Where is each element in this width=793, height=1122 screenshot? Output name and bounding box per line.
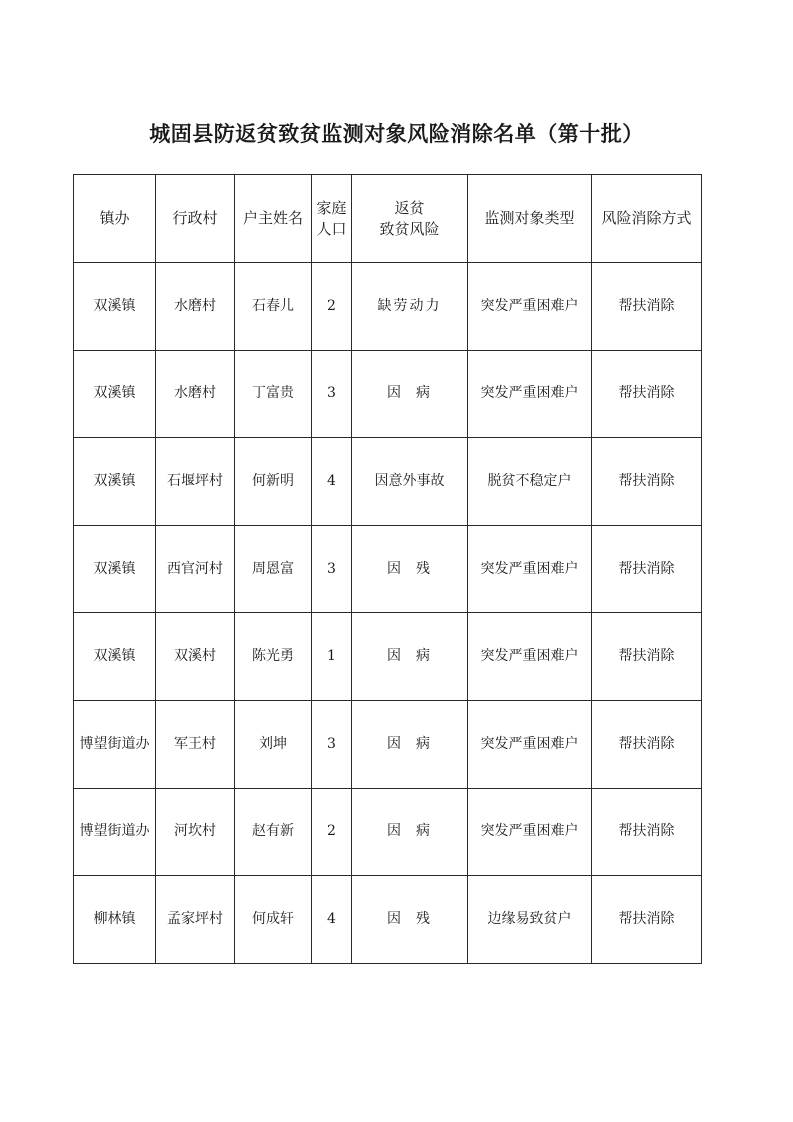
cell-removal-method: 帮扶消除 [592, 350, 702, 438]
table-row [74, 613, 702, 701]
cell-household-size: 4 [312, 438, 352, 526]
cell-head-name: 陈光勇 [235, 613, 312, 701]
cell-head-name: 何新明 [235, 438, 312, 526]
cell-risk: 因 病 [352, 613, 468, 701]
cell-head-name: 赵有新 [235, 788, 312, 876]
cell-household-size: 2 [312, 788, 352, 876]
cell-village: 军王村 [156, 700, 235, 788]
header-risk: 返贫 致贫风险 [352, 175, 468, 263]
cell-removal-method: 帮扶消除 [592, 263, 702, 351]
table-row [74, 788, 702, 876]
cell-risk: 因意外事故 [352, 438, 468, 526]
table-header-row [74, 175, 702, 263]
header-head-name: 户主姓名 [235, 175, 312, 263]
cell-monitor-type: 突发严重困难户 [468, 350, 592, 438]
cell-removal-method: 帮扶消除 [592, 613, 702, 701]
cell-risk: 因 病 [352, 700, 468, 788]
cell-monitor-type: 突发严重困难户 [468, 613, 592, 701]
cell-head-name: 周恩富 [235, 525, 312, 613]
cell-removal-method: 帮扶消除 [592, 876, 702, 964]
cell-removal-method: 帮扶消除 [592, 788, 702, 876]
cell-head-name: 石春儿 [235, 263, 312, 351]
cell-household-size: 3 [312, 525, 352, 613]
cell-risk: 因 病 [352, 788, 468, 876]
cell-risk: 缺劳动力 [352, 263, 468, 351]
cell-removal-method: 帮扶消除 [592, 525, 702, 613]
header-monitor-type: 监测对象类型 [468, 175, 592, 263]
table-row [74, 525, 702, 613]
cell-household-size: 4 [312, 876, 352, 964]
table-row [74, 700, 702, 788]
table-row [74, 876, 702, 964]
cell-household-size: 1 [312, 613, 352, 701]
cell-risk: 因 残 [352, 876, 468, 964]
cell-head-name: 丁富贵 [235, 350, 312, 438]
cell-head-name: 刘坤 [235, 700, 312, 788]
cell-town: 双溪镇 [74, 350, 156, 438]
cell-village: 石堰坪村 [156, 438, 235, 526]
cell-monitor-type: 突发严重困难户 [468, 788, 592, 876]
header-removal-method: 风险消除方式 [592, 175, 702, 263]
cell-monitor-type: 突发严重困难户 [468, 700, 592, 788]
cell-household-size: 2 [312, 263, 352, 351]
cell-monitor-type: 突发严重困难户 [468, 525, 592, 613]
cell-town: 博望街道办 [74, 700, 156, 788]
cell-town: 双溪镇 [74, 438, 156, 526]
table-row [74, 438, 702, 526]
cell-village: 双溪村 [156, 613, 235, 701]
cell-town: 博望街道办 [74, 788, 156, 876]
header-household-size: 家庭 人口 [312, 175, 352, 263]
cell-removal-method: 帮扶消除 [592, 700, 702, 788]
risk-removal-table [73, 174, 702, 964]
cell-monitor-type: 突发严重困难户 [468, 263, 592, 351]
cell-head-name: 何成轩 [235, 876, 312, 964]
cell-village: 水磨村 [156, 263, 235, 351]
cell-town: 柳林镇 [74, 876, 156, 964]
cell-risk: 因 病 [352, 350, 468, 438]
cell-removal-method: 帮扶消除 [592, 438, 702, 526]
cell-village: 水磨村 [156, 350, 235, 438]
cell-town: 双溪镇 [74, 263, 156, 351]
cell-town: 双溪镇 [74, 613, 156, 701]
cell-monitor-type: 边缘易致贫户 [468, 876, 592, 964]
cell-monitor-type: 脱贫不稳定户 [468, 438, 592, 526]
cell-village: 西官河村 [156, 525, 235, 613]
table-row [74, 263, 702, 351]
header-town: 镇办 [74, 175, 156, 263]
document-title: 城固县防返贫致贫监测对象风险消除名单（第十批） [149, 121, 644, 146]
cell-village: 孟家坪村 [156, 876, 235, 964]
cell-town: 双溪镇 [74, 525, 156, 613]
cell-risk: 因 残 [352, 525, 468, 613]
table-row [74, 350, 702, 438]
cell-village: 河坎村 [156, 788, 235, 876]
cell-household-size: 3 [312, 350, 352, 438]
cell-household-size: 3 [312, 700, 352, 788]
header-village: 行政村 [156, 175, 235, 263]
